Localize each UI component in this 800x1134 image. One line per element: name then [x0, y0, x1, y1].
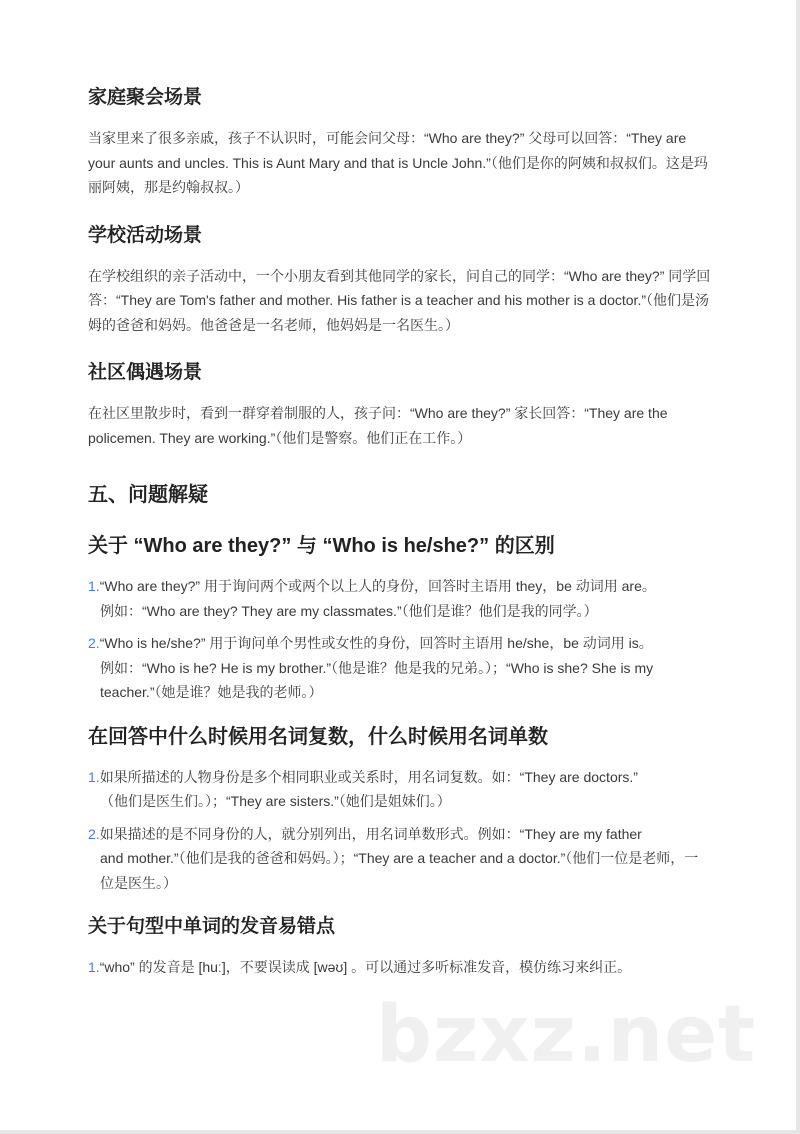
list-item: [88, 574, 712, 623]
list-text: 如果所描述的人物身份是多个相同职业或关系时，用名词复数。如：“They are doctors.”: [99, 768, 638, 785]
watermark: bzxz.net: [376, 990, 757, 1080]
heading-q3: 关于句型中单词的发音易错点: [88, 916, 336, 937]
list-number: 2.: [88, 635, 100, 651]
section-title-faq: 五、问题解疑: [88, 484, 208, 506]
list-item: [88, 955, 712, 980]
paragraph-family-scene: 当家里来了很多亲戚，孩子不认识时，可能会问父母：“Who are they?” 父母可以回答：“They are your aunts and uncles. This is Aunt Mary and that is Uncle John.”（他们是你的阿姨和叔叔们。这是玛丽阿姨，那是约翰叔叔。）: [88, 130, 708, 195]
list-example: （他们是医生们。）；“They are sisters.”（她们是姐妹们。）: [100, 793, 451, 809]
list-number: 2.: [88, 825, 100, 842]
list-item: [88, 631, 712, 705]
list-text: “Who is he/she?” 用于询问单个男性或女性的身份，回答时主语用 he/she，be 动词用 is。: [99, 635, 653, 651]
heading-q2: 在回答中什么时候用名词复数，什么时候用名词单数: [88, 725, 548, 748]
list-example: 例如：“Who is he? He is my brother.”（他是谁？他是我的兄弟。）；“Who is she? She is my teacher.”（她是谁？她是我的老师。）: [100, 659, 654, 700]
paragraph-community-scene: 在社区里散步时，看到一群穿着制服的人，孩子问：“Who are they?” 家长回答：“They are the policemen. They are working.”（他们是警察。他们正在工作。）: [88, 405, 668, 446]
list-number: 1.: [88, 768, 100, 785]
list-item: [88, 765, 712, 814]
heading-family-scene: 家庭聚会场景: [88, 87, 203, 108]
list-number: 1.: [88, 578, 100, 594]
list-text: “Who are they?” 用于询问两个或两个以上人的身份，回答时主语用 they，be 动词用 are。: [99, 578, 656, 594]
list-text: “who” 的发音是 [huː]，不要误读成 [wəʊ] 。可以通过多听标准发音，模仿练习来纠正。: [99, 959, 632, 975]
list-example: and mother.”（他们是我的爸爸和妈妈。）；“They are a teacher and a doctor.”（他们一位是老师，一位是医生。）: [100, 850, 699, 891]
list-number: 1.: [88, 959, 100, 975]
list-text: 如果描述的是不同身份的人，就分别列出，用名词单数形式。例如：“They are my father: [99, 825, 642, 842]
heading-school-scene: 学校活动场景: [88, 224, 203, 246]
paragraph-school-scene: 在学校组织的亲子活动中，一个小朋友看到其他同学的家长，问自己的同学：“Who are they?” 同学回答：“They are Tom's father and mother. His father is a teacher and his mother is a doctor.”（他们是汤姆的爸爸和妈妈。他爸爸是一名老师，他妈妈是一名医生。）: [88, 267, 711, 333]
document-content: [88, 84, 712, 988]
heading-community-scene: 社区偶遇场景: [88, 362, 203, 383]
list-example: 例如：“Who are they? They are my classmates.”（他们是谁？他们是我的同学。）: [100, 602, 598, 619]
heading-q1: 关于 “Who are they?” 与 “Who is he/she?” 的区别: [88, 535, 555, 557]
list-item: [88, 822, 712, 896]
